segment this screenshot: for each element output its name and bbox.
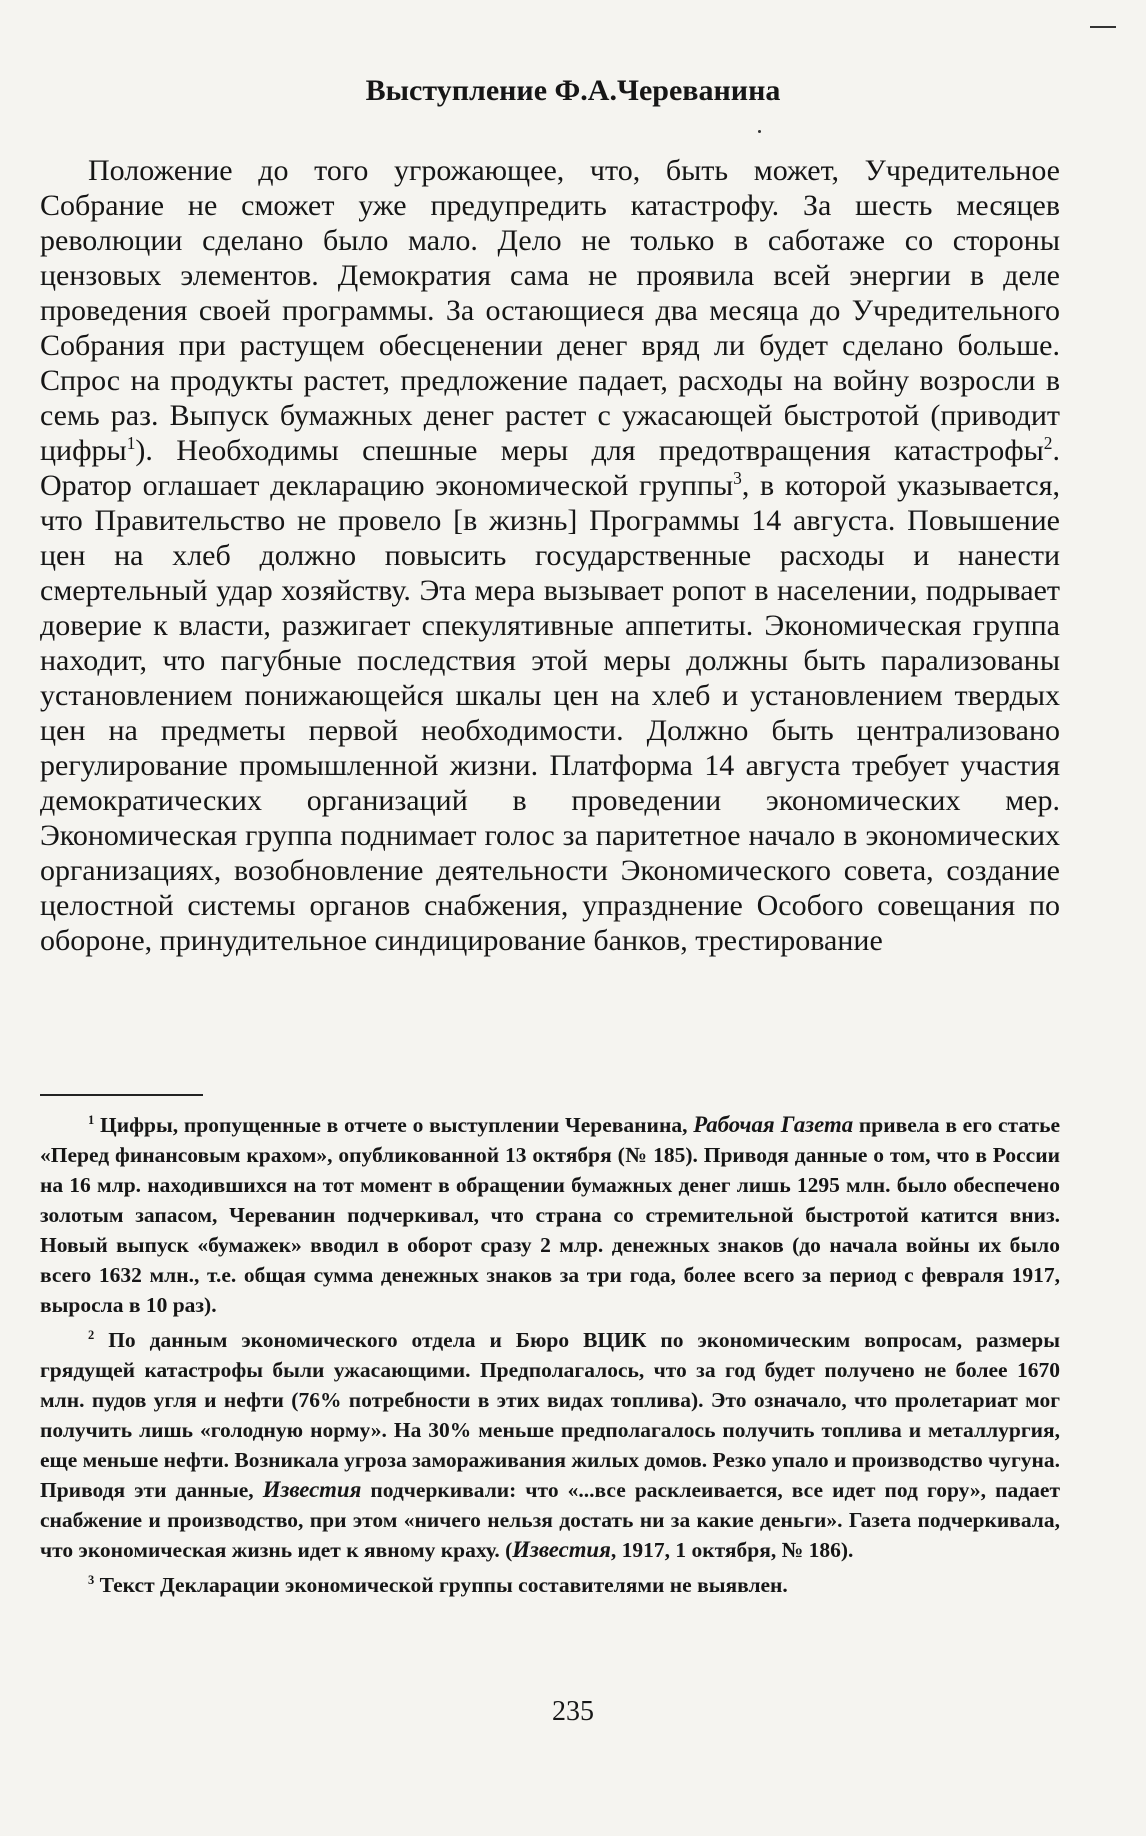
body-text-part: , в которой указывается, что Правительство не провело [в жизнь] Программы 14 августа. Повышение цен на хлеб должно повысить государственные расходы и нанести смертельный удар хозяйству. Эта мера вызывает ропот в населении, подрывает доверие к власти, разжигает спекулятивные аппетиты. Экономическая группа находит, что пагубные последствия этой меры должны быть парализованы установлением понижающейся шкалы цен на хлеб и установлением твердых цен на предметы первой необходимости. Должно быть централизовано регулирование промышленной жизни. Платформа 14 августа требует участия демократических организаций в проведении экономических мер. Экономическая группа поднимает голос за паритетное начало в экономических организациях, возобновление деятельности Экономического совета, создание целостной системы органов снабжения, упразднение Особого совещания по обороне, принудительное синдицирование банков, трестирование bbox=[40, 469, 1060, 957]
footnote-text: привела в его статье «Перед финансовым крахом», опубликованной 13 октября (№ 185). Приводя данные о том, что в России на 16 млр. находившихся на тот момент в обращении бумажных денег лишь 1295 млн. было обеспечено золотым запасом, Череванин подчеркивал, что страна со стремительной быстротой катится вниз. Новый выпуск «бумажек» вводил в оборот сразу 2 млр. денежных знаков (до начала войны их было всего 1632 млн., т.е. общая сумма денежных знаков за три года, более всего за период с февраля 1917, выросла в 10 раз). bbox=[40, 1113, 1060, 1317]
footnote-text: , 1917, 1 октября, № 186). bbox=[610, 1538, 854, 1562]
footnote-mark: 2 bbox=[88, 1327, 95, 1342]
body-text-part: . Оратор оглашает декларацию экономической группы bbox=[40, 434, 1060, 502]
footnote-mark: 3 bbox=[88, 1572, 95, 1587]
page-number: 235 bbox=[552, 1696, 594, 1727]
footnote-separator bbox=[40, 1094, 203, 1096]
footnotes bbox=[40, 1110, 1060, 1605]
footnote-mark: 1 bbox=[88, 1112, 95, 1127]
newspaper-title: Известия bbox=[512, 1537, 611, 1562]
footnote-text: подчеркивали: что «...все расклеивается, все идет под гору», падает снабжение и производство, при этом «ничего нельзя достать ни за какие деньги». Газета подчеркивала, что экономическая жизнь идет к явному краху. ( bbox=[40, 1478, 1061, 1562]
footnote-text: Текст Декларации экономической группы составителями не выявлен. bbox=[99, 1573, 788, 1597]
footnote-3 bbox=[40, 1570, 1060, 1600]
footnote-text: По данным экономического отдела и Бюро ВЦИК по экономическим вопросам, размеры грядущей катастрофы были ужасающими. Предполагалось, что за год будет получено не более 1670 млн. пудов угля и нефти (76% потребности в этих видах топлива). Это означало, что пролетариат мог получить лишь «голодную норму». На 30% меньше предполагалось получить топлива и металлургия, еще меньше нефти. Возникала угроза замораживания жилых домов. Резко упало и производство чугуна. Приводя эти данные, bbox=[40, 1328, 1061, 1502]
page-title: Выступление Ф.А.Череванина bbox=[365, 74, 781, 107]
newspaper-title: Рабочая Газета bbox=[693, 1112, 854, 1137]
newspaper-title: Известия bbox=[262, 1477, 362, 1502]
corner-mark bbox=[1090, 26, 1116, 28]
footnote-ref-3[interactable]: 3 bbox=[733, 468, 742, 488]
main-paragraph bbox=[40, 153, 1060, 958]
footnote-text: Цифры, пропущенные в отчете о выступлении Череванина, bbox=[100, 1113, 694, 1137]
title-dot bbox=[758, 130, 761, 133]
footnote-1 bbox=[40, 1110, 1060, 1320]
body-text-part: ). Необходимы спешные меры для предотвращения катастрофы bbox=[135, 434, 1044, 467]
footnote-ref-1[interactable]: 1 bbox=[126, 433, 136, 453]
footnote-ref-2[interactable]: 2 bbox=[1043, 433, 1053, 453]
footnote-2 bbox=[40, 1325, 1060, 1565]
body-text-part: Положение до того угрожающее, что, быть может, Учредительное Собрание не сможет уже предупредить катастрофу. За шесть месяцев революции сделано было мало. Дело не только в саботаже со стороны цензовых элементов. Демократия сама не проявила всей энергии в деле проведения своей программы. За остающиеся два месяца до Учредительного Собрания при растущем обесценении денег вряд ли будет сделано больше. Спрос на продукты растет, предложение падает, расходы на войну возросли в семь раз. Выпуск бумажных денег растет с ужасающей быстротой (приводит цифры bbox=[40, 154, 1060, 467]
